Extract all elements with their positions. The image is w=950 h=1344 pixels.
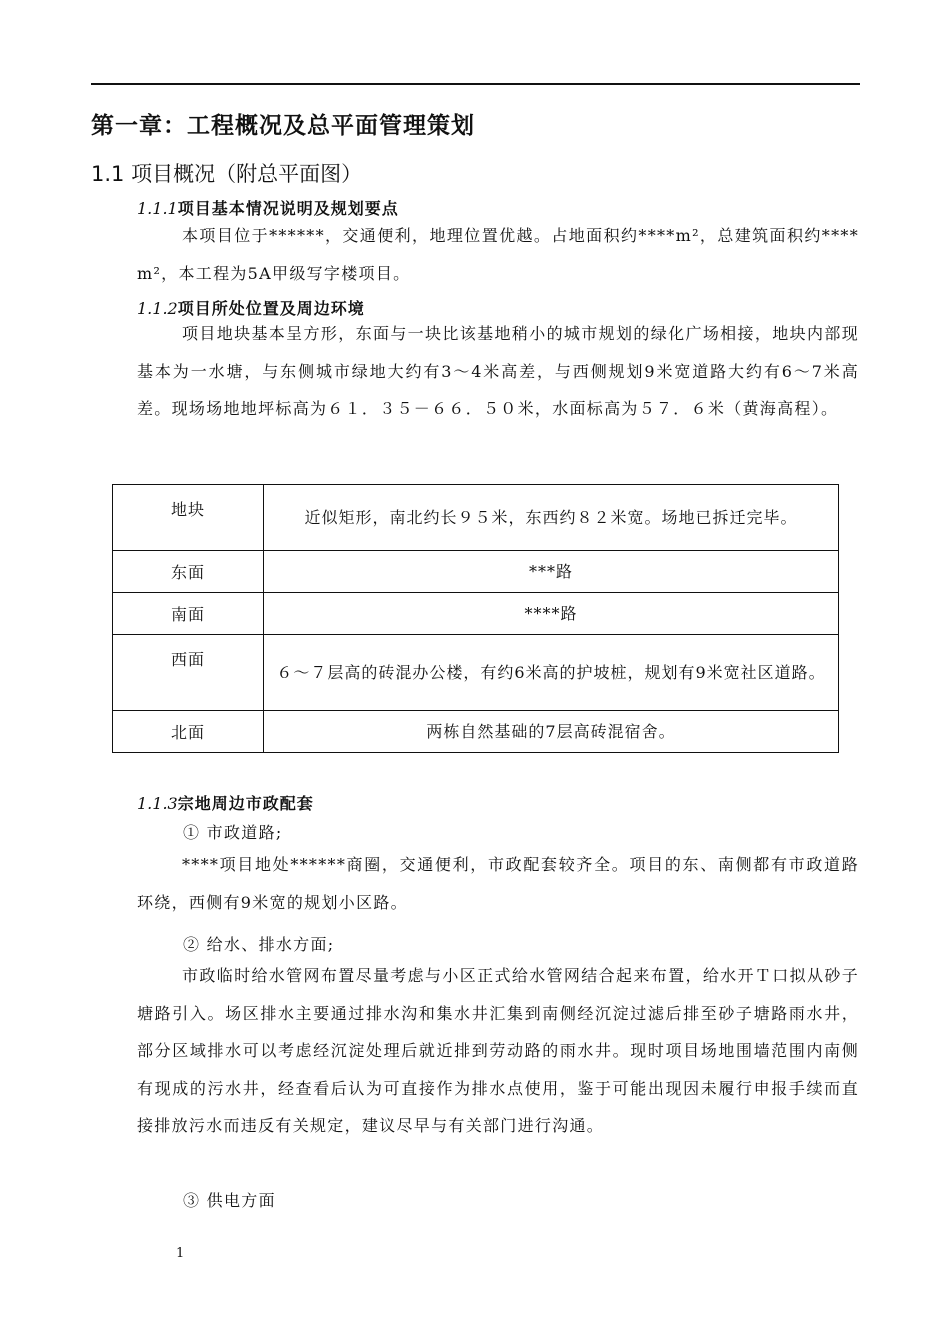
table-label: 地块 (113, 485, 264, 551)
chapter-title: 第一章：工程概况及总平面管理策划 (91, 112, 475, 139)
table-label: 东面 (113, 551, 264, 593)
site-surroundings-table (112, 484, 839, 753)
table-row (113, 593, 839, 635)
subsection-number: 1.1.1 (137, 199, 178, 218)
table-row (113, 551, 839, 593)
subsection-title: 项目基本情况说明及规划要点 (177, 199, 399, 218)
subsection-title: 项目所处位置及周边环境 (177, 299, 365, 318)
table-value: ****路 (264, 593, 839, 635)
table-value: 近似矩形，南北约长９５米，东西约８２米宽。场地已拆迁完毕。 (264, 485, 839, 551)
table-value: ６～７层高的砖混办公楼，有约6米高的护坡桩，规划有9米宽社区道路。 (264, 635, 839, 711)
road-heading: ① 市政道路; (183, 823, 283, 842)
table-label: 西面 (113, 635, 264, 711)
section-title: 1.1 项目概况（附总平面图） (91, 162, 363, 186)
header-rule (91, 83, 860, 85)
table-label: 南面 (113, 593, 264, 635)
subsection-heading-1 (137, 196, 399, 219)
table-row (113, 635, 839, 711)
paragraph-project-info: 本项目位于******，交通便利，地理位置优越。占地面积约****m²，总建筑面积约**** m²，本工程为5A甲级写字楼项目。 (137, 226, 859, 283)
paragraph-road: ****项目地处******商圈，交通便利，市政配套较齐全。项目的东、南侧都有市政道路环绕，西侧有9米宽的规划小区路。 (137, 855, 859, 912)
subsection-heading-3 (137, 791, 314, 814)
table-row (113, 485, 839, 551)
table-value: 两栋自然基础的7层高砖混宿舍。 (264, 711, 839, 753)
table-row (113, 711, 839, 753)
power-heading: ③ 供电方面 (183, 1191, 276, 1210)
paragraph-location: 项目地块基本呈方形，东面与一块比该基地稍小的城市规划的绿化广场相接，地块内部现基本为一水塘，与东侧城市绿地大约有3～4米高差，与西侧规划9米宽道路大约有6～7米高差。现场场地地坪标高为６１．３５－６６．５０米，水面标高为５７．６米（黄海高程）。 (137, 324, 859, 418)
table-value: ***路 (264, 551, 839, 593)
subsection-number: 1.1.2 (137, 299, 178, 318)
subsection-number: 1.1.3 (137, 794, 178, 813)
subsection-title: 宗地周边市政配套 (177, 794, 314, 813)
water-heading: ② 给水、排水方面; (183, 935, 335, 954)
table-label: 北面 (113, 711, 264, 753)
page-number: 1 (176, 1246, 185, 1261)
paragraph-water: 市政临时给水管网布置尽量考虑与小区正式给水管网结合起来布置，给水开Ｔ口拟从砂子塘路引入。场区排水主要通过排水沟和集水井汇集到南侧经沉淀过滤后排至砂子塘路雨水井，部分区域排水可以考虑经沉淀处理后就近排到劳动路的雨水井。现时项目场地围墙范围内南侧有现成的污水井，经查看后认为可直接作为排水点使用，鉴于可能出现因未履行申报手续而直接排放污水而违反有关规定，建议尽早与有关部门进行沟通。 (137, 966, 859, 1135)
